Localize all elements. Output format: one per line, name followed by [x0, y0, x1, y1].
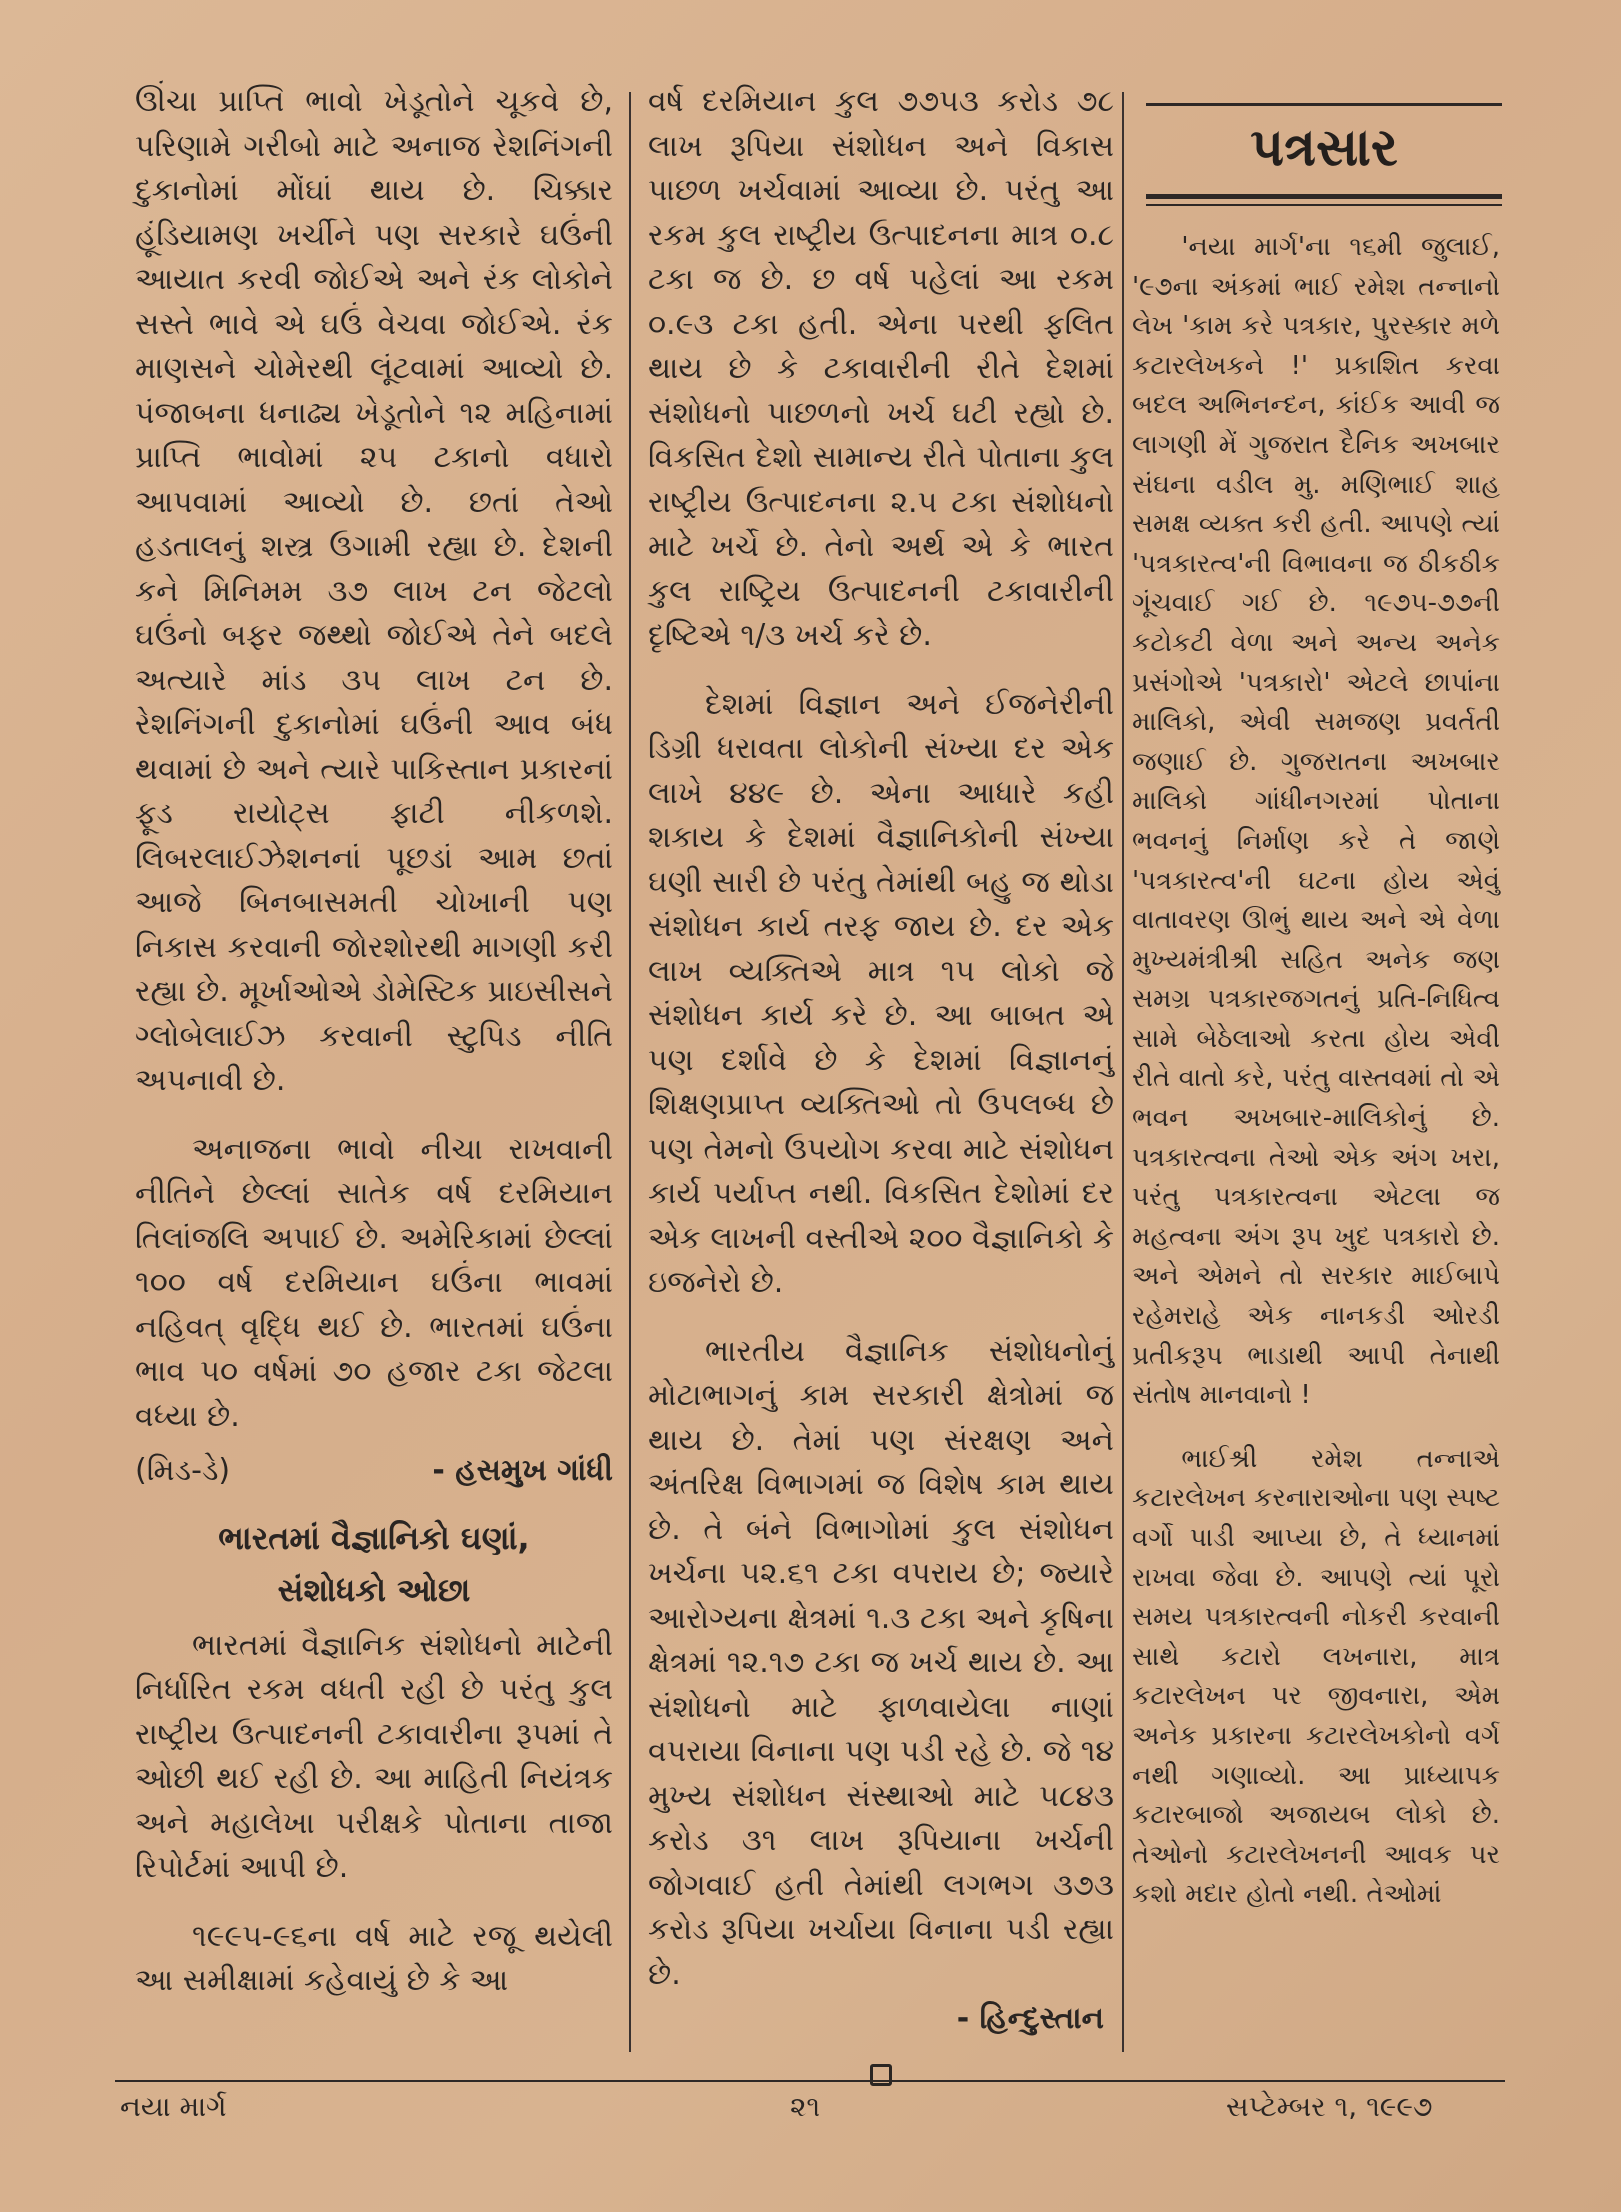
col3-paragraph-2: ભાઈશ્રી રમેશ તન્નાએ કટારલેખન કરનારાઓના પણ સ્પષ્ટ વર્ગો પાડી આપ્યા છે, તે ધ્યાનમાં રાખવા જેવા છે. આપણે ત્યાં પૂરો સમય પત્રકારત્વની નોકરી કરવાની સાથે કટારો લખનારા, માત્ર કટારલેખન પર જીવનારા, એમ અનેક પ્રકારના કટારલેખકોનો વર્ગ નથી ગણાવ્યો. આ પ્રાધ્યાપક કટારબાજો અજાયબ લોકો છે. તેઓનો કટારલેખનની આવક પર કશો મદાર હોતો નથી. તેઓમાં: [1132, 1443, 1500, 1910]
masthead-bottom-rule-thin: [1146, 204, 1502, 206]
footer-page-number: ૨૧: [790, 2090, 821, 2123]
masthead-bottom-rule-thick: [1146, 194, 1502, 199]
col1-paragraph-3: ભારતમાં વૈજ્ઞાનિક સંશોધનો માટેની નિર્ધારિત રકમ વધતી રહી છે પરંતુ કુલ રાષ્ટ્રીય ઉત્પાદનની ટકાવારીના રૂપમાં તે ઓછી થઈ રહી છે. આ માહિતી નિયંત્રક અને મહાલેખા પરીક્ષકે પોતાના તાજા રિપોર્ટમાં આપી છે.: [135, 1627, 613, 1885]
col1-author: - હસમુખ ગાંધી: [432, 1453, 613, 1488]
col1-byline: [135, 1449, 613, 1494]
section-title: પત્રસાર: [1250, 118, 1398, 178]
column-3: [1132, 228, 1500, 1915]
col2-paragraph-3: ભારતીય વૈજ્ઞાનિક સંશોધનોનું મોટાભાગનું કામ સરકારી ક્ષેત્રોમાં જ થાય છે. તેમાં પણ સંરક્ષણ અને અંતરિક્ષ વિભાગમાં જ વિશેષ કામ થાય છે. તે બંને વિભાગોમાં કુલ સંશોધન ખર્ચના ૫૨.૬૧ ટકા વપરાય છે; જ્યારે આરોગ્યના ક્ષેત્રમાં ૧.૩ ટકા અને કૃષિના ક્ષેત્રમાં ૧૨.૧૭ ટકા જ ખર્ચ થાય છે. આ સંશોધનો માટે ફાળવાયેલા નાણાં વપરાયા વિનાના પણ પડી રહે છે. જે ૧૪ મુખ્ય સંશોધન સંસ્થાઓ માટે ૫૮૪૩ કરોડ ૩૧ લાખ રૂપિયાના ખર્ચની જોગવાઈ હતી તેમાંથી લગભગ ૩૭૩ કરોડ રૂપિયા ખર્ચાયા વિનાના પડી રહ્યા છે.: [648, 1333, 1114, 1992]
col2-paragraph-1: વર્ષ દરમિયાન કુલ ૭૭૫૩ કરોડ ૭૮ લાખ રૂપિયા સંશોધન અને વિકાસ પાછળ ખર્ચવામાં આવ્યા છે. પરંતુ આ રકમ કુલ રાષ્ટ્રીય ઉત્પાદનના માત્ર ૦.૮ ટકા જ છે. છ વર્ષ પહેલાં આ રકમ ૦.૯૩ ટકા હતી. એના પરથી ફલિત થાય છે કે ટકાવારીની રીતે દેશમાં સંશોધનો પાછળનો ખર્ચ ઘટી રહ્યો છે. વિકસિત દેશો સામાન્ય રીતે પોતાના કુલ રાષ્ટ્રીય ઉત્પાદનના ૨.૫ ટકા સંશોધનો માટે ખર્ચે છે. તેનો અર્થ એ કે ભારત કુલ રાષ્ટ્રિય ઉત્પાદનની ટકાવારીની દૃષ્ટિએ ૧/૩ ખર્ચ કરે છે.: [648, 84, 1114, 653]
column-divider-1: [629, 92, 631, 2052]
footer-date: સપ્ટેમ્બર ૧, ૧૯૯૭: [1226, 2090, 1433, 2123]
column-1: [135, 80, 613, 2004]
footer-left-magazine-name: નયા માર્ગ: [120, 2090, 227, 2123]
col3-paragraph-1: 'નયા માર્ગ'ના ૧૬મી જુલાઈ, '૯૭ના અંકમાં ભાઈ રમેશ તન્નાનો લેખ 'કામ કરે પત્રકાર, પુરસ્કાર મળે કટારલેખકને !' પ્રકાશિત કરવા બદલ અભિનન્દન, કાંઈક આવી જ લાગણી મેં ગુજરાત દૈનિક અખબાર સંઘના વડીલ મુ. મણિભાઈ શાહ સમક્ષ વ્યક્ત કરી હતી. આપણે ત્યાં 'પત્રકારત્વ'ની વિભાવના જ ઠીકઠીક ગૂંચવાઈ ગઈ છે. ૧૯૭૫-૭૭ની કટોકટી વેળા અને અન્ય અનેક પ્રસંગોએ 'પત્રકારો' એટલે છાપાંના માલિકો, એવી સમજણ પ્રવર્તતી જણાઈ છે. ગુજરાતના અખબાર માલિકો ગાંધીનગરમાં પોતાના ભવનનું નિર્માણ કરે તે જાણે 'પત્રકારત્વ'ની ઘટના હોય એવું વાતાવરણ ઊભું થાય અને એ વેળા મુખ્યમંત્રીશ્રી સહિત અનેક જણ સમગ્ર પત્રકારજગતનું પ્રતિ-નિધિત્વ સામે બેઠેલાઓ કરતા હોય એવી રીતે વાતો કરે, પરંતુ વાસ્તવમાં તો એ ભવન અખબાર-માલિકોનું છે. પત્રકારત્વના તેઓ એક અંગ ખરા, પરંતુ પત્રકારત્વના એટલા જ મહત્વના અંગ રૂપ ખુદ પત્રકારો છે. અને એમને તો સરકાર માઈબાપે રહેમરાહે એક નાનકડી ઓરડી પ્રતીકરૂપ ભાડાથી આપી તેનાથી સંતોષ માનવાનો !: [1132, 232, 1500, 1411]
footer-rule: [115, 2080, 1505, 2082]
end-mark-icon: [870, 2064, 892, 2086]
masthead-top-rule: [1146, 103, 1502, 106]
headline-line-2: સંશોધકો ઓછા: [277, 1570, 471, 1609]
col1-paragraph-2: અનાજના ભાવો નીચા રાખવાની નીતિને છેલ્લાં સાતેક વર્ષ દરમિયાન તિલાંજલિ અપાઈ છે. અમેરિકામાં છેલ્લાં ૧૦૦ વર્ષ દરમિયાન ઘઉંના ભાવમાં નહિવત્ વૃદ્ધિ થઈ છે. ભારતમાં ઘઉંના ભાવ ૫૦ વર્ષમાં ૭૦ હજાર ટકા જેટલા વધ્યા છે.: [135, 1131, 613, 1434]
column-divider-2: [1122, 92, 1124, 2052]
col2-paragraph-2: દેશમાં વિજ્ઞાન અને ઈજનેરીની ડિગ્રી ધરાવતા લોકોની સંખ્યા દર એક લાખે ૪૪૯ છે. એના આધારે કહી શકાય કે દેશમાં વૈજ્ઞાનિકોની સંખ્યા ઘણી સારી છે પરંતુ તેમાંથી બહુ જ થોડા સંશોધન કાર્ય તરફ જાય છે. દર એક લાખ વ્યક્તિએ માત્ર ૧૫ લોકો જે સંશોધન કાર્ય કરે છે. આ બાબત એ પણ દર્શાવે છે કે દેશમાં વિજ્ઞાનનું શિક્ષણપ્રાપ્ત વ્યક્તિઓ તો ઉપલબ્ધ છે પણ તેમનો ઉપયોગ કરવા માટે સંશોધન કાર્ય પર્યાપ્ત નથી. વિકસિત દેશોમાં દર એક લાખની વસ્તીએ ૨૦૦ વૈજ્ઞાનિકો કે ઇજનેરો છે.: [648, 686, 1115, 1300]
article-headline: [135, 1512, 613, 1616]
headline-line-1: ભારતમાં વૈજ્ઞાનિકો ઘણાં,: [218, 1518, 530, 1557]
col1-paragraph-4: ૧૯૯૫-૯૬ના વર્ષ માટે રજૂ થયેલી આ સમીક્ષામાં કહેવાયું છે કે આ: [135, 1918, 613, 1998]
col1-source: (મિડ-ડે): [135, 1453, 231, 1488]
col1-paragraph-1: ઊંચા પ્રાપ્તિ ભાવો ખેડૂતોને ચૂકવે છે, પરિણામે ગરીબો માટે અનાજ રેશનિંગની દુકાનોમાં મોંઘાં થાય છે. ચિક્કાર હૂંડિયામણ ખર્ચીને પણ સરકારે ઘઉંની આયાત કરવી જોઈએ અને રંક લોકોને સસ્તે ભાવે એ ઘઉં વેચવા જોઈએ. રંક માણસને ચોમેરથી લૂંટવામાં આવ્યો છે. પંજાબના ધનાઢ્ય ખેડૂતોને ૧૨ મહિનામાં પ્રાપ્તિ ભાવોમાં ૨૫ ટકાનો વધારો આપવામાં આવ્યો છે. છતાં તેઓ હડતાલનું શસ્ત્ર ઉગામી રહ્યા છે. દેશની કને મિનિમમ ૩૭ લાખ ટન જેટલો ઘઉંનો બફર જથ્થો જોઈએ તેને બદલે અત્યારે માંડ ૩૫ લાખ ટન છે. રેશનિંગની દુકાનોમાં ઘઉંની આવ બંધ થવામાં છે અને ત્યારે પાકિસ્તાન પ્રકારનાં ફૂડ રાયોટ્સ ફાટી નીકળશે. લિબરલાઈઝેશનનાં પૂછડાં આમ છતાં આજે બિનબાસમતી ચોખાની પણ નિકાસ કરવાની જોરશોરથી માગણી કરી રહ્યા છે. મૂર્ખાઓએ ડોમેસ્ટિક પ્રાઇસીસને ગ્લોબેલાઈઝ કરવાની સ્ટુપિડ નીતિ અપનાવી છે.: [135, 84, 613, 1098]
column-2: [648, 80, 1114, 2086]
col2-source: - હિન્દુસ્તાન: [956, 2001, 1104, 2036]
